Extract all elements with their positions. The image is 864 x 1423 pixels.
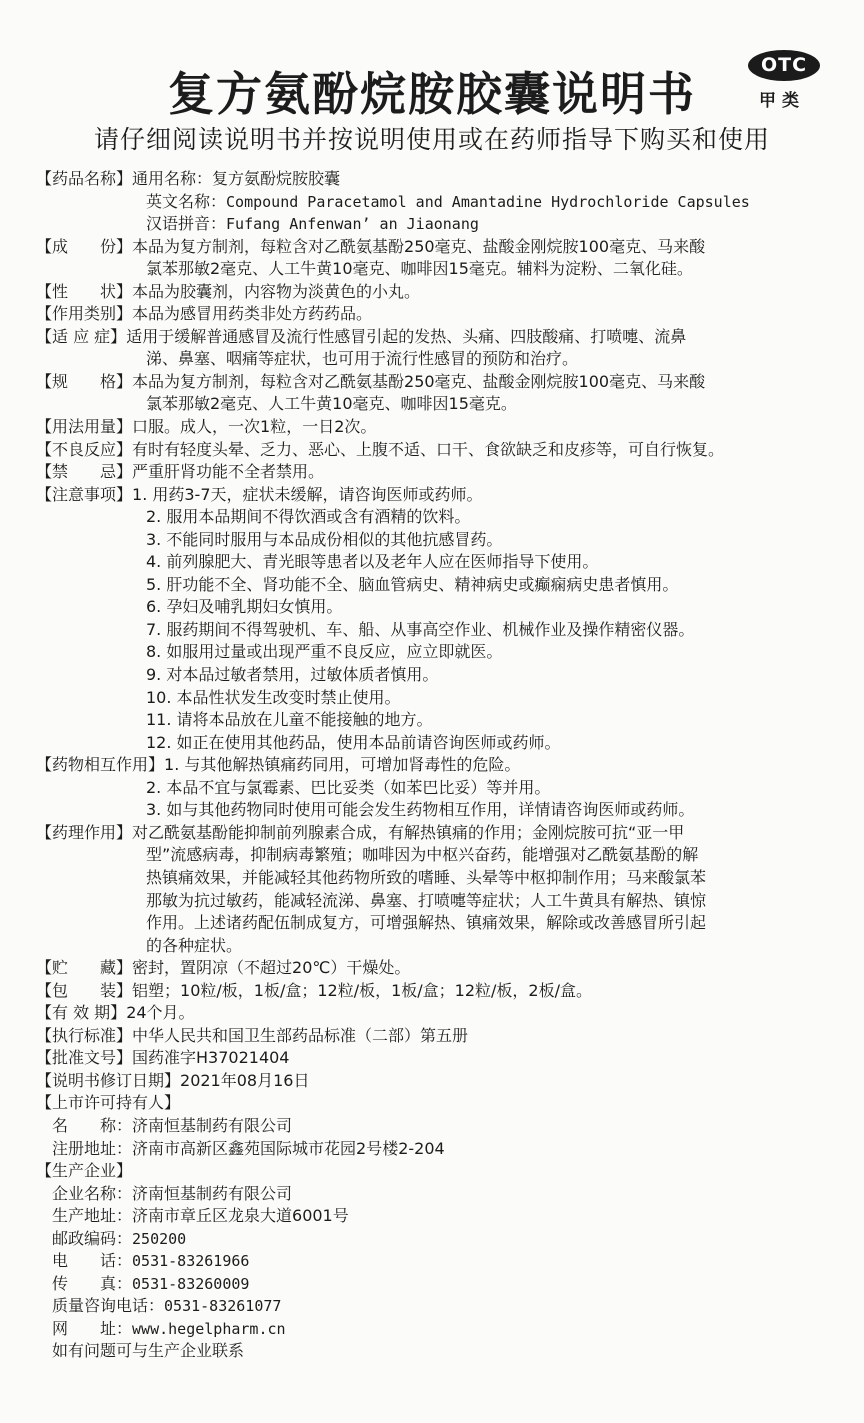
section-label: 【药理作用】: [36, 822, 133, 842]
website-row: [36, 1318, 836, 1341]
phone-row: [36, 1250, 836, 1273]
field-label: 质量咨询电话：: [36, 1296, 165, 1316]
specification-row: [36, 371, 836, 394]
manufacturer-heading: 【生产企业】: [36, 1161, 133, 1181]
drug-name-row: [36, 168, 836, 191]
section-label: 【用法用量】: [36, 417, 133, 437]
precaution-item: 10. 本品性状发生改变时禁止使用。: [146, 687, 401, 707]
composition-text: 本品为复方制剂，每粒含对乙酰氨基酚250毫克、盐酸金刚烷胺100毫克、马来酸: [132, 236, 706, 256]
composition-text: 氯苯那敏2毫克、人工牛黄10毫克、咖啡因15毫克。辅料为淀粉、二氧化硅。: [146, 259, 693, 279]
properties-text: 本品为胶囊剂，内容物为淡黄色的小丸。: [132, 281, 421, 301]
manufacturer-address-row: [36, 1205, 836, 1228]
precaution-item: 6. 孕妇及哺乳期妇女慎用。: [146, 597, 343, 617]
validity-row: [36, 1002, 836, 1025]
indications-row: [36, 326, 836, 349]
holder-name-row: [36, 1115, 836, 1138]
section-label: 【注意事项】: [36, 484, 133, 504]
approval-number: 国药准字H37021404: [132, 1048, 290, 1068]
manufacturer-address: 济南市章丘区龙泉大道6001号: [132, 1206, 349, 1226]
specification-text: 本品为复方制剂，每粒含对乙酰氨基酚250毫克、盐酸金刚烷胺100毫克、马来酸: [132, 371, 706, 391]
section-label: 【规 格】: [36, 371, 133, 391]
section-label: 【有 效 期】: [36, 1003, 127, 1023]
field-label: 注册地址：: [36, 1138, 133, 1158]
manufacturer-name-row: [36, 1183, 836, 1206]
dosage-row: [36, 416, 836, 439]
precaution-item: 8. 如服用过量或出现严重不良反应，应立即就医。: [146, 642, 503, 662]
section-label: 【药物相互作用】: [36, 755, 165, 775]
standard-row: [36, 1025, 836, 1048]
section-label: 【批准文号】: [36, 1048, 133, 1068]
holder-heading: 【上市许可持有人】: [36, 1093, 181, 1113]
otc-badge: OTC: [748, 50, 820, 81]
field-label: 名 称：: [36, 1115, 133, 1135]
contraindications-text: 严重肝肾功能不全者禁用。: [132, 462, 325, 482]
pinyin-label: 汉语拼音：: [146, 214, 227, 234]
english-name-row: [36, 191, 836, 214]
pharmacology-text: 作用。上述诸药配伍制成复方，可增强解热、镇痛效果，解除或改善感冒所引起: [146, 913, 707, 933]
precaution-item: 1. 用药3-7天，症状未缓解，请咨询医师或药师。: [132, 484, 483, 504]
otc-class-label: 甲类: [759, 91, 805, 111]
fax-number: 0531-83260009: [132, 1274, 250, 1293]
manufacturer-name: 济南恒基制药有限公司: [132, 1183, 293, 1203]
precaution-item: 4. 前列腺肥大、青光眼等患者以及老年人应在医师指导下使用。: [146, 552, 599, 572]
precaution-item: 9. 对本品过敏者禁用，过敏体质者慎用。: [146, 665, 439, 685]
section-label: 【作用类别】: [36, 304, 133, 324]
pharmacology-text: 的各种症状。: [146, 935, 243, 955]
section-label: 【禁 忌】: [36, 462, 133, 482]
section-label: 【贮 藏】: [36, 958, 133, 978]
field-label: 邮政编码：: [36, 1228, 133, 1248]
adverse-text: 有时有轻度头晕、乏力、恶心、上腹不适、口干、食欲缺乏和皮疹等，可自行恢复。: [132, 439, 725, 459]
english-name-label: 英文名称：: [146, 191, 227, 211]
section-label: 【性 状】: [36, 281, 133, 301]
precautions-row: [36, 484, 836, 507]
quality-phone-row: [36, 1295, 836, 1318]
holder-name: 济南恒基制药有限公司: [132, 1115, 293, 1135]
pharmacology-text: 那敏为抗过敏药，能减轻流涕、鼻塞、打喷嚏等症状；人工牛黄具有解热、镇惊: [146, 890, 707, 910]
precaution-item: 12. 如正在使用其他药品，使用本品前请咨询医师或药师。: [146, 732, 561, 752]
contraindications-row: [36, 461, 836, 484]
pinyin-row: [36, 213, 836, 236]
precaution-item: 11. 请将本品放在儿童不能接触的地方。: [146, 710, 433, 730]
indications-text: 适用于缓解普通感冒及流行性感冒引起的发热、头痛、四肢酸痛、打喷嚏、流鼻: [126, 326, 687, 346]
precaution-item: 5. 肝功能不全、肾功能不全、脑血管病史、精神病史或癫痫病史患者慎用。: [146, 574, 679, 594]
pinyin-name: Fufang Anfenwan’ an Jiaonang: [226, 215, 479, 234]
leaflet-body: [36, 168, 836, 1363]
section-label: 【执行标准】: [36, 1025, 133, 1045]
section-label: 【包 装】: [36, 980, 133, 1000]
phone-number: 0531-83261966: [132, 1252, 250, 1271]
precaution-item: 7. 服药期间不得驾驶机、车、船、从事高空作业、机械作业及操作精密仪器。: [146, 619, 695, 639]
dosage-text: 口服。成人，一次1粒，一日2次。: [132, 417, 377, 437]
holder-address: 济南市高新区鑫苑国际城市花园2号楼2-204: [132, 1138, 445, 1158]
leaflet-subtitle: 请仔细阅读说明书并按说明使用或在药师指导下购买和使用: [93, 125, 770, 154]
contact-note: 如有问题可与生产企业联系: [36, 1341, 245, 1361]
category-row: [36, 303, 836, 326]
validity-text: 24个月。: [126, 1003, 195, 1023]
storage-row: [36, 957, 836, 980]
section-label: 【不良反应】: [36, 439, 133, 459]
website-url: www.hegelpharm.cn: [132, 1319, 286, 1338]
interactions-row: [36, 754, 836, 777]
revision-date: 2021年08月16日: [180, 1070, 310, 1090]
english-name: Compound Paracetamol and Amantadine Hydrochloride Capsules: [226, 192, 750, 211]
specification-text: 氯苯那敏2毫克、人工牛黄10毫克、咖啡因15毫克。: [146, 394, 517, 414]
section-label: 【成 份】: [36, 236, 133, 256]
indications-text: 涕、鼻塞、咽痛等症状，也可用于流行性感冒的预防和治疗。: [146, 349, 579, 369]
approval-row: [36, 1047, 836, 1070]
standard-text: 中华人民共和国卫生部药品标准（二部）第五册: [132, 1025, 469, 1045]
interaction-item: 2. 本品不宜与氯霉素、巴比妥类（如苯巴比妥）等并用。: [146, 777, 551, 797]
precaution-item: 3. 不能同时服用与本品成份相似的其他抗感冒药。: [146, 529, 503, 549]
interaction-item: 1. 与其他解热镇痛药同用，可增加肾毒性的危险。: [164, 755, 521, 775]
section-label: 【药品名称】: [36, 169, 133, 188]
field-label: 传 真：: [36, 1273, 133, 1293]
section-label: 【说明书修订日期】: [36, 1070, 181, 1090]
adverse-row: [36, 439, 836, 462]
field-label: 电 话：: [36, 1251, 133, 1271]
fax-row: [36, 1273, 836, 1296]
interaction-item: 3. 如与其他药物同时使用可能会发生药物相互作用，详情请咨询医师或药师。: [146, 800, 695, 820]
postal-code-row: [36, 1228, 836, 1251]
package-text: 铝塑；10粒/板，1板/盒；12粒/板，1板/盒；12粒/板，2板/盒。: [132, 980, 592, 1000]
field-label: 网 址：: [36, 1318, 133, 1338]
pharmacology-text: 型”流感病毒，抑制病毒繁殖；咖啡因为中枢兴奋药，能增强对乙酰氨基酚的解: [146, 845, 699, 865]
storage-text: 密封，置阴凉（不超过20℃）干燥处。: [132, 958, 411, 978]
revision-row: [36, 1070, 836, 1093]
pharmacology-row: [36, 822, 836, 845]
field-label: 企业名称：: [36, 1183, 133, 1203]
leaflet-title: 复方氨酚烷胺胶囊说明书: [168, 67, 696, 121]
generic-name-label: 通用名称：: [132, 169, 213, 188]
section-label: 【适 应 症】: [36, 326, 127, 346]
category-text: 本品为感冒用药类非处方药药品。: [132, 304, 373, 324]
holder-address-row: [36, 1138, 836, 1161]
quality-phone-number: 0531-83261077: [164, 1297, 282, 1316]
postal-code: 250200: [132, 1229, 187, 1248]
pharmacology-text: 对乙酰氨基酚能抑制前列腺素合成，有解热镇痛的作用；金刚烷胺可抗“亚一甲: [132, 822, 685, 842]
field-label: 生产地址：: [36, 1206, 133, 1226]
precaution-item: 2. 服用本品期间不得饮酒或含有酒精的饮料。: [146, 507, 471, 527]
package-row: [36, 980, 836, 1003]
composition-row: [36, 236, 836, 259]
generic-name: 复方氨酚烷胺胶囊: [212, 169, 341, 188]
pharmacology-text: 热镇痛效果，并能减轻其他药物所致的嗜睡、头晕等中枢抑制作用；马来酸氯苯: [146, 867, 707, 887]
properties-row: [36, 281, 836, 304]
